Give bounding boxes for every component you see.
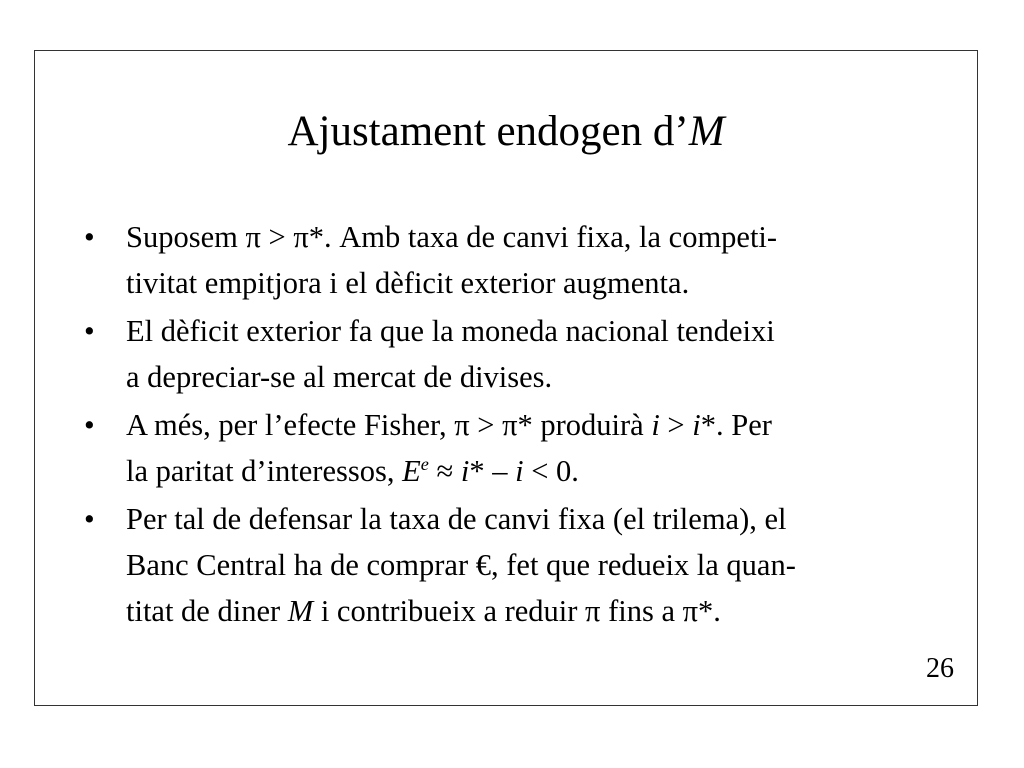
interest-rate-symbol: i [651,408,660,442]
bullet-4-line-3 [126,588,964,634]
bullet-icon: • [84,502,95,536]
bullet-icon: • [84,314,95,348]
text-segment: * – [469,454,516,488]
interest-rate-symbol: i [515,454,524,488]
bullet-3-line-1 [126,402,964,448]
slide-title [0,104,1012,160]
text-segment: *. Per [700,408,772,442]
bullet-2-line-1: El dèficit exterior fa que la moneda nacional tendeixi [126,314,775,348]
bullet-1-line-2: tivitat empitjora i el dèficit exterior augmenta. [126,266,690,300]
page-number: 26 [926,653,954,684]
bullet-item-2 [84,308,964,400]
text-segment: < 0. [523,454,579,488]
bullet-item-3 [84,402,964,494]
interest-rate-symbol: i [692,408,701,442]
bullet-4-line-1: Per tal de defensar la taxa de canvi fixa (el trilema), el [126,502,787,536]
slide-title-text: Ajustament endogen d’ [287,108,689,155]
bullet-icon: • [84,220,95,254]
money-symbol: M [287,594,314,628]
text-segment: ≈ [428,454,461,488]
bullet-2-line-2: a depreciar-se al mercat de divises. [126,360,553,394]
bullet-icon: • [84,408,95,442]
bullet-list [84,214,964,634]
bullet-item-4 [84,496,964,634]
bullet-3-line-2 [126,448,964,494]
interest-rate-symbol: i [460,454,470,488]
bullet-4-line-2: Banc Central ha de comprar €, fet que redueix la quan- [126,548,796,582]
bullet-1-line-1: Suposem π > π*. Amb taxa de canvi fixa, la competi- [126,220,778,254]
text-segment: la paritat d’interessos, [126,454,403,488]
text-segment: i contribueix a reduir π fins a π*. [313,594,721,628]
text-segment: A més, per l’efecte Fisher, π > π* produirà [126,408,652,442]
expectation-symbol: E [402,454,421,488]
bullet-item-1 [84,214,964,306]
slide-title-variable: M [688,108,725,155]
text-segment: titat de diner [126,594,288,628]
expectation-superscript: e [420,453,429,474]
text-segment: > [659,408,693,442]
